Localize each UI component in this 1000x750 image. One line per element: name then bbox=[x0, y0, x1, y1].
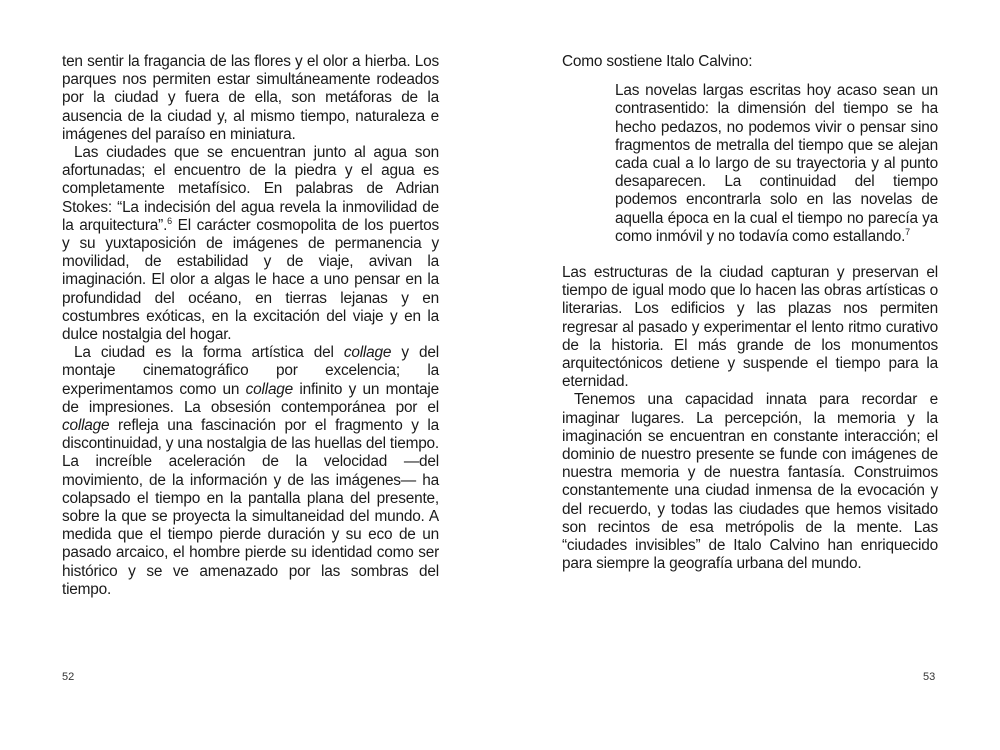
text-run: y del montaje cinematográfico por excelencia; la experimentamos como un bbox=[62, 344, 439, 398]
body-paragraph bbox=[562, 264, 938, 391]
right-text-column bbox=[562, 53, 938, 573]
left-text-column bbox=[62, 53, 439, 599]
body-paragraph bbox=[62, 344, 439, 599]
calvino-block-quote bbox=[615, 82, 938, 246]
italic-term: collage bbox=[245, 380, 294, 398]
text-run: Las novelas largas escritas hoy acaso sean un contrasentido: la dimensión del tiempo se ha hecho pedazos, no podemos vivir o pensar sino fragmentos de metralla del tiempo que se alejan cada cual a lo largo de su trayectoria y al punto desaparecen. La continuidad del tiempo podemos encontrarla solo en las novelas de aquella época en la cual el tiempo no parecía ya como inmóvil y no todavía como estallando. bbox=[615, 82, 938, 245]
italic-term: collage bbox=[62, 417, 110, 435]
italic-term: collage bbox=[343, 344, 392, 362]
body-paragraph bbox=[62, 53, 439, 144]
page-number-right: 53 bbox=[923, 671, 936, 683]
text-run: La ciudad es la forma artística del bbox=[74, 344, 344, 362]
page-number-left: 52 bbox=[62, 671, 75, 683]
footnote-reference: 6 bbox=[167, 215, 172, 226]
right-body-text bbox=[562, 264, 938, 573]
right-page bbox=[500, 0, 1000, 750]
body-paragraph bbox=[562, 391, 938, 573]
text-run: infinito y un montaje de impresiones. La obsesión contemporánea por el bbox=[62, 380, 439, 416]
text-run: Las ciudades que se encuentran junto al agua son afortunadas; el encuentro de la piedra y el agua es completamente metafísico. En palabras de Adrian Stokes: “La indecisión del agua revela la inmovilidad de la arquitectura”. bbox=[62, 144, 439, 234]
text-run: Tenemos una capacidad innata para recordar e imaginar lugares. La percepción, la memoria y la imaginación se encuentran en constante interacción; el dominio de nuestro presente se funde con imágenes de nuestra memoria y de nuestra fantasía. Construimos constantemente una ciudad inmensa de la evocación y del recuerdo, y todas las ciudades que hemos visitado son recintos de esa metrópolis de la mente. Las “ciudades invisibles” de Italo Calvino han enriquecido para siempre la geografía urbana del mundo. bbox=[562, 391, 938, 573]
text-run: ten sentir la fragancia de las flores y el olor a hierba. Los parques nos permiten estar simultáneamente rodeados por la ciudad y fuera de ella, son metáforas de la ausencia de la ciudad y, al mismo tiempo, naturaleza e imágenes del paraíso en miniatura. bbox=[62, 53, 439, 143]
quote-introduction: Como sostiene Italo Calvino: bbox=[562, 53, 753, 70]
text-run: refleja una fascinación por el fragmento y la discontinuidad, y una nostalgia de las huellas del tiempo. La increíble aceleración de la velocidad —del movimiento, de la información y de las imágenes— ha colapsado el tiempo en la pantalla plana del presente, sobre la que se proyecta la simultaneidad del mundo. A medida que el tiempo pierde duración y su eco de un pasado arcaico, el hombre pierde su identidad como ser histórico y se ve amenazado por las sombras del tiempo. bbox=[62, 417, 439, 598]
body-paragraph bbox=[62, 144, 439, 344]
text-run: El carácter cosmopolita de los puertos y su yuxtaposición de imágenes de permanencia y movilidad, de estabilidad y de viaje, avivan la imaginación. El olor a algas le hace a uno pensar en la profundidad del océano, en tierras lejanas y en costumbres exóticas, en la excitación del viaje y en la dulce nostalgia del hogar. bbox=[62, 216, 439, 344]
text-run: Las estructuras de la ciudad capturan y preservan el tiempo de igual modo que lo hacen las obras artísticas o literarias. Los edificios y las plazas nos permiten regresar al pasado y experimentar el lento ritmo curativo de la historia. El más grande de los monumentos arquitectónicos detiene y suspende el tiempo para la eternidad. bbox=[562, 264, 938, 391]
footnote-reference: 7 bbox=[905, 226, 910, 237]
